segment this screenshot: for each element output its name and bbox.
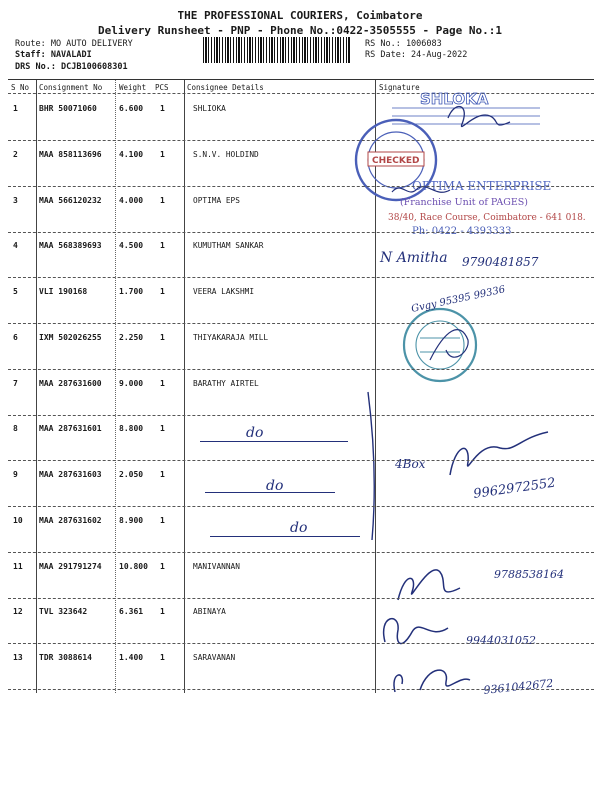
row-consignment-no: MAA 566120232 [39, 196, 102, 205]
stamp-text: SHLOKA [420, 90, 489, 108]
row-weight: 4.500 [119, 241, 144, 250]
row-divider [8, 460, 594, 461]
row-pcs: 1 [160, 241, 165, 250]
row-pcs: 1 [160, 653, 165, 662]
shloka-stamp [392, 90, 540, 124]
row-pcs: 1 [160, 516, 165, 525]
signature-8-phone: 9962972552 [472, 475, 557, 502]
row-consignee: ABINAYA [193, 607, 226, 616]
row-consignment-no: TVL 323642 [39, 607, 88, 616]
staff-label: Staff: NAVALADI [15, 50, 92, 60]
row-consignee: MANIVANNAN [193, 562, 240, 571]
col-header-pcs: PCS [155, 83, 169, 92]
row-pcs: 1 [160, 333, 165, 342]
row-sno: 7 [13, 379, 18, 388]
col-header-weight: Weight [119, 83, 147, 92]
row-consignment-no: MAA 287631600 [39, 379, 102, 388]
row-weight: 9.000 [119, 379, 144, 388]
row-divider [8, 140, 594, 141]
signature-13-phone: 9361042672 [482, 676, 554, 697]
row-divider [8, 277, 594, 278]
row-consignment-no: IXM 502026255 [39, 333, 102, 342]
row-consignee: OPTIMA EPS [193, 196, 240, 205]
row-divider [8, 186, 594, 187]
rs-date: RS Date: 24-Aug-2022 [365, 50, 468, 60]
row-sno: 12 [13, 607, 23, 616]
stamp-text: 38/40, Race Course, Coimbatore - 641 018. [388, 213, 586, 223]
row-consignment-no: MAA 291791274 [39, 562, 102, 571]
row-weight: 4.000 [119, 196, 144, 205]
row-pcs: 1 [160, 287, 165, 296]
mill-seal [404, 309, 476, 381]
row-pcs: 1 [160, 424, 165, 433]
row-divider [8, 643, 594, 644]
row-sno: 4 [13, 241, 18, 250]
row-consignee: KUMUTHAM SANKAR [193, 241, 264, 250]
row-sno: 1 [13, 104, 18, 113]
row-weight: 8.800 [119, 424, 144, 433]
row-pcs: 1 [160, 379, 165, 388]
row-divider [8, 369, 594, 370]
row-consignment-no: MAA 287631603 [39, 470, 102, 479]
row-divider [8, 689, 594, 690]
stamp-text: (Franchise Unit of PAGES) [400, 197, 528, 208]
row-sno: 10 [13, 516, 23, 525]
row-sno: 8 [13, 424, 18, 433]
row-consignment-no: VLI 190168 [39, 287, 88, 296]
row-weight: 2.050 [119, 470, 144, 479]
col-header-consignee: Consignee Details [187, 83, 264, 92]
row-consignment-no: BHR 50071060 [39, 104, 97, 113]
drs-number: DRS No.: DCJB100608301 [15, 62, 128, 72]
row-weight: 1.400 [119, 653, 144, 662]
row-sno: 13 [13, 653, 23, 662]
col-header-signature: Signature [379, 83, 420, 92]
rs-number: RS No.: 1006083 [365, 39, 442, 49]
row-weight: 8.900 [119, 516, 144, 525]
row-consignee: SARAVANAN [193, 653, 236, 662]
signature-6-note: Gvgy 95395 99336 [410, 284, 507, 315]
stamp-text: CHECKED [372, 156, 420, 166]
row-consignee: THIYAKARAJA MILL [193, 333, 269, 342]
row-divider [8, 415, 594, 416]
document-subtitle: Delivery Runsheet - PNP - Phone No.:0422-3505555 - Page No.:1 [98, 24, 502, 37]
row-divider [8, 506, 594, 507]
row-consignee: VEERA LAKSHMI [193, 287, 255, 296]
row-pcs: 1 [160, 104, 165, 113]
row-consignment-no: TDR 3088614 [39, 653, 92, 662]
row-consignment-no: MAA 568389693 [39, 241, 102, 250]
row-sno: 9 [13, 470, 18, 479]
stamp-text: Ph: 0422 - 4393333 [412, 226, 512, 237]
row-pcs: 1 [160, 196, 165, 205]
row-pcs: 1 [160, 150, 165, 159]
row-consignment-no: MAA 287631602 [39, 516, 102, 525]
signature-8-boxes: 4Box [395, 457, 426, 471]
row-weight: 10.800 [119, 562, 148, 571]
row-pcs: 1 [160, 607, 165, 616]
row-divider [8, 323, 594, 324]
row-divider [8, 552, 594, 553]
ditto-mark: do [246, 425, 264, 441]
signature-4-name: N Amitha [380, 250, 448, 266]
ditto-mark: do [290, 520, 308, 536]
row-sno: 6 [13, 333, 18, 342]
row-pcs: 1 [160, 470, 165, 479]
row-consignee: S.N.V. HOLDIND [193, 150, 259, 159]
row-pcs: 1 [160, 562, 165, 571]
row-weight: 4.100 [119, 150, 144, 159]
row-consignment-no: MAA 287631601 [39, 424, 102, 433]
row-consignee: BARATHY AIRTEL [193, 379, 259, 388]
row-divider [8, 232, 594, 233]
row-weight: 2.250 [119, 333, 144, 342]
row-consignment-no: MAA 858113696 [39, 150, 102, 159]
row-divider [8, 598, 594, 599]
document-title: THE PROFESSIONAL COURIERS, Coimbatore [177, 9, 423, 22]
row-weight: 1.700 [119, 287, 144, 296]
row-consignee: SHLIOKA [193, 104, 226, 113]
col-header-consignment: Consignment No [39, 83, 103, 92]
route-label: Route: MO AUTO DELIVERY [15, 39, 133, 49]
signature-4-phone: 9790481857 [462, 255, 539, 269]
row-weight: 6.361 [119, 607, 144, 616]
row-sno: 11 [13, 562, 23, 571]
stamp-text: OPTIMA ENTERPRISE [412, 179, 552, 193]
row-weight: 6.600 [119, 104, 144, 113]
signature-12-phone: 9944031052 [466, 634, 536, 647]
row-sno: 3 [13, 196, 18, 205]
row-sno: 2 [13, 150, 18, 159]
col-header-sno: S No [11, 83, 30, 92]
signature-11-phone: 9788538164 [494, 568, 564, 581]
ditto-mark: do [266, 478, 284, 494]
row-sno: 5 [13, 287, 18, 296]
